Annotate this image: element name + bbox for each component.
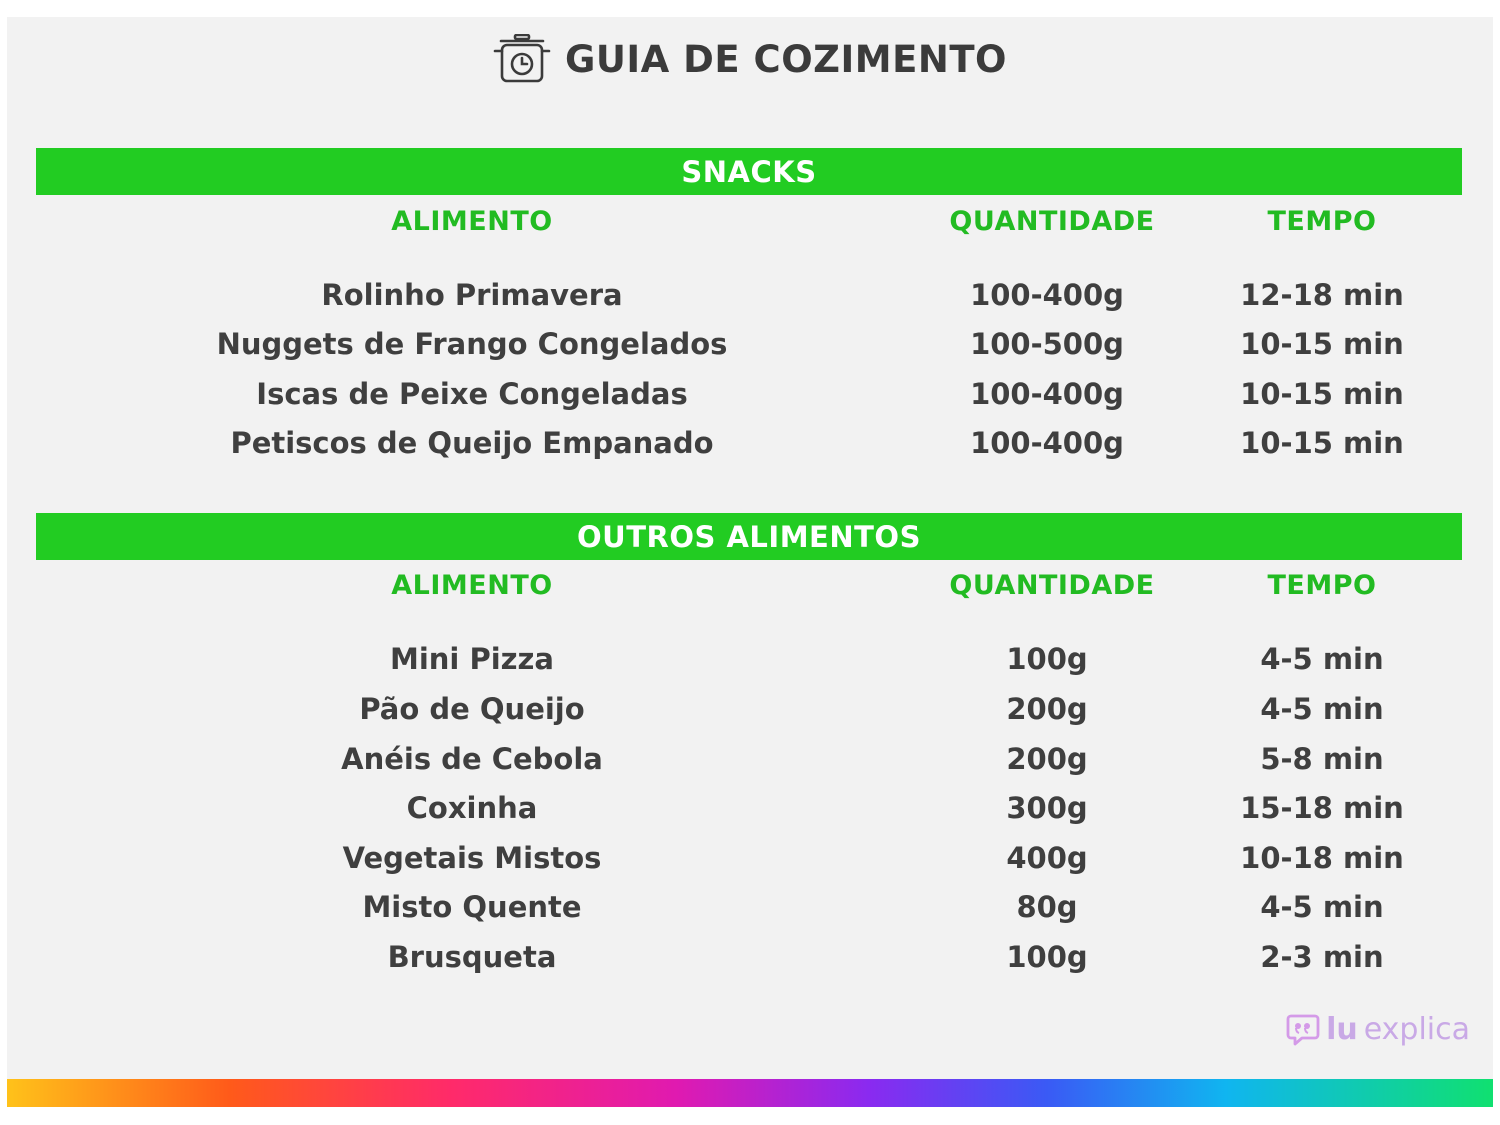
logo-text-explica: explica <box>1363 1012 1470 1047</box>
logo-text-lu: lu <box>1326 1012 1358 1047</box>
cooking-time: 5-8 min <box>1260 742 1384 776</box>
table-row <box>7 327 1493 367</box>
food-name: Rolinho Primavera <box>321 278 623 312</box>
food-name: Pão de Queijo <box>359 692 585 726</box>
food-name: Petiscos de Queijo Empanado <box>230 426 714 460</box>
cooking-time: 12-18 min <box>1240 278 1404 312</box>
food-quantity: 100-400g <box>970 377 1124 411</box>
food-quantity: 100g <box>1006 940 1088 974</box>
cooking-time: 15-18 min <box>1240 791 1404 825</box>
food-name: Nuggets de Frango Congelados <box>216 327 728 361</box>
cooking-time: 10-18 min <box>1240 841 1404 875</box>
table-row <box>7 278 1493 318</box>
food-name: Iscas de Peixe Congeladas <box>256 377 688 411</box>
cooking-time: 2-3 min <box>1260 940 1384 974</box>
cooking-pot-timer-icon <box>493 34 551 84</box>
cooking-time: 4-5 min <box>1260 890 1384 924</box>
table-row <box>7 890 1493 930</box>
column-header-time: TEMPO <box>1267 570 1377 601</box>
cooking-time: 4-5 min <box>1260 692 1384 726</box>
food-name: Vegetais Mistos <box>342 841 602 875</box>
table-row <box>7 692 1493 732</box>
food-quantity: 100-500g <box>970 327 1124 361</box>
cooking-time: 10-15 min <box>1240 426 1404 460</box>
column-header-time: TEMPO <box>1267 206 1377 237</box>
food-name: Brusqueta <box>387 940 557 974</box>
column-header-quantity: QUANTIDADE <box>949 570 1155 601</box>
table-row <box>7 426 1493 466</box>
lu-explica-logo <box>1286 1012 1470 1047</box>
food-name: Misto Quente <box>362 890 582 924</box>
food-quantity: 400g <box>1006 841 1088 875</box>
rainbow-footer-bar <box>7 1079 1493 1107</box>
food-quantity: 200g <box>1006 742 1088 776</box>
cooking-time: 4-5 min <box>1260 642 1384 676</box>
table-row <box>7 642 1493 682</box>
speech-bubble-quote-icon <box>1286 1013 1320 1047</box>
guide-header <box>7 31 1493 87</box>
food-name: Mini Pizza <box>389 642 554 676</box>
section-title-bar: SNACKS <box>36 148 1462 195</box>
table-row <box>7 377 1493 417</box>
food-quantity: 300g <box>1006 791 1088 825</box>
food-quantity: 100g <box>1006 642 1088 676</box>
cooking-time: 10-15 min <box>1240 377 1404 411</box>
column-header-food: ALIMENTO <box>391 206 553 237</box>
table-row <box>7 791 1493 831</box>
food-name: Anéis de Cebola <box>341 742 603 776</box>
food-quantity: 80g <box>1016 890 1078 924</box>
food-quantity: 200g <box>1006 692 1088 726</box>
cooking-time: 10-15 min <box>1240 327 1404 361</box>
food-quantity: 100-400g <box>970 426 1124 460</box>
cooking-guide-card <box>7 17 1493 1107</box>
table-row <box>7 742 1493 782</box>
table-row <box>7 940 1493 980</box>
food-quantity: 100-400g <box>970 278 1124 312</box>
page-title: GUIA DE COZIMENTO <box>564 37 1008 81</box>
column-header-quantity: QUANTIDADE <box>949 206 1155 237</box>
food-name: Coxinha <box>406 791 538 825</box>
table-row <box>7 841 1493 881</box>
column-header-food: ALIMENTO <box>391 570 553 601</box>
section-title-bar: OUTROS ALIMENTOS <box>36 513 1462 560</box>
